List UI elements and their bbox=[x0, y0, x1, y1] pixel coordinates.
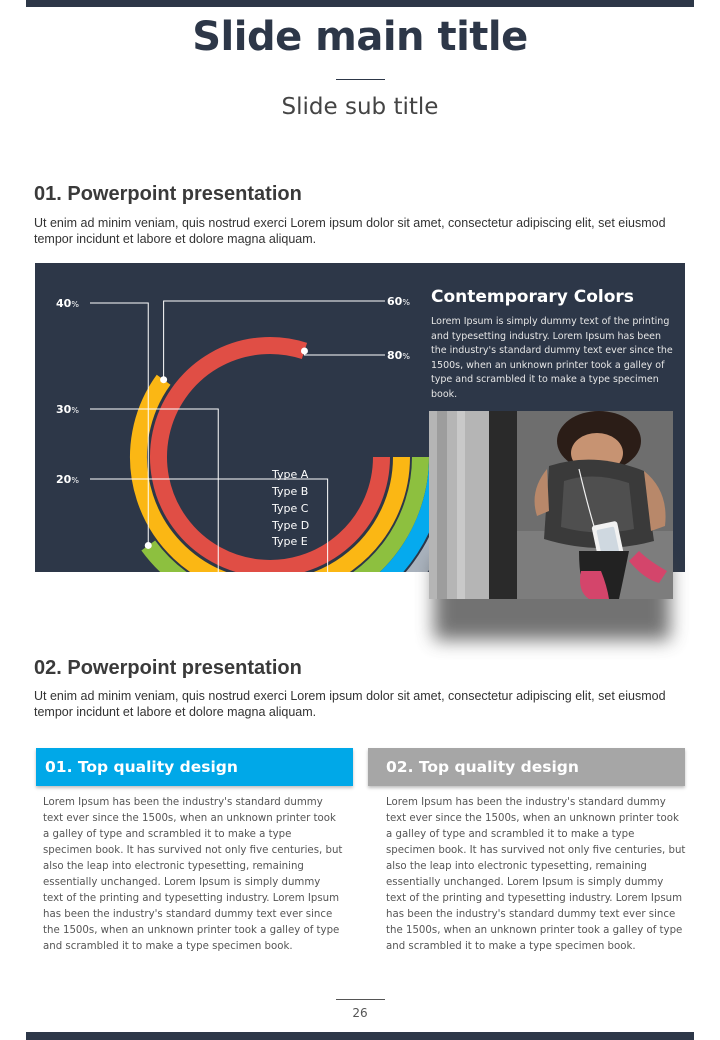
legend-type-a: Type A bbox=[272, 468, 309, 481]
legend-type-d: Type D bbox=[272, 519, 310, 532]
panel-title: Contemporary Colors bbox=[431, 287, 634, 307]
panel-text: Lorem Ipsum is simply dummy text of the printing and typesetting industry. Lorem Ipsum has been the industry's standard dummy text ever since the 1500s, when an unknown printer took a galley of type and scrambled it to make a type specimen book. bbox=[431, 316, 673, 400]
leader-line-0 bbox=[304, 351, 385, 355]
section-2-heading: 02. Powerpoint presentation bbox=[34, 657, 302, 679]
footer-divider bbox=[336, 999, 385, 1000]
section-1-text: Ut enim ad minim veniam, quis nostrud exerci Lorem ipsum dolor sit amet, consectetur adipiscing elit, set eiusmod tempor incidunt et labore et dolore magna aliquam. bbox=[34, 216, 666, 246]
feature-box-1-text: Lorem Ipsum has been the industry's standard dummy text ever since the 1500s, when an unknown printer took a galley of type and scrambled it to make a type specimen book. It has survived not only five centuries, but also the leap into electronic typesetting, remaining essentially unchanged. Lorem Ipsum is simply dummy text of the printing and typesetting industry. Lorem Ipsum has been the industry's standard dummy text ever since the 1500s, when an unknown printer took a galley of type and scrambled it to make a type specimen book. bbox=[43, 797, 343, 952]
label-pct-b: 60% bbox=[387, 295, 410, 308]
section-2-text: Ut enim ad minim veniam, quis nostrud exerci Lorem ipsum dolor sit amet, consectetur adipiscing elit, set eiusmod tempor incidunt et labore et dolore magna aliquam. bbox=[34, 689, 666, 719]
feature-box-2-title: 02. Top quality design bbox=[368, 748, 685, 786]
radial-bar-chart bbox=[35, 263, 430, 572]
page-subtitle: Slide sub title bbox=[281, 94, 439, 120]
page-title: Slide main title bbox=[192, 14, 528, 60]
runner-photo bbox=[429, 411, 673, 599]
legend-type-b: Type B bbox=[272, 485, 309, 498]
label-pct-a: 80% bbox=[387, 349, 410, 362]
label-pct-d: 30% bbox=[56, 403, 79, 416]
section-1-heading: 01. Powerpoint presentation bbox=[34, 183, 302, 205]
bottom-bar bbox=[26, 1032, 694, 1040]
top-bar bbox=[26, 0, 694, 7]
leader-dot-2 bbox=[145, 542, 152, 549]
title-divider bbox=[336, 79, 385, 80]
leader-dot-1 bbox=[160, 376, 167, 383]
leader-dot-0 bbox=[301, 347, 308, 354]
legend-type-e: Type E bbox=[272, 535, 308, 548]
label-pct-e: 20% bbox=[56, 473, 79, 486]
feature-box-2-text: Lorem Ipsum has been the industry's standard dummy text ever since the 1500s, when an unknown printer took a galley of type and scrambled it to make a type specimen book. It has survived not only five centuries, but also the leap into electronic typesetting, remaining essentially unchanged. Lorem Ipsum is simply dummy text of the printing and typesetting industry. Lorem Ipsum has been the industry's standard dummy text ever since the 1500s, when an unknown printer took a galley of type and scrambled it to make a type specimen book. bbox=[386, 797, 686, 952]
runner-photo-illustration bbox=[429, 411, 673, 599]
ring-type-a bbox=[159, 346, 382, 569]
label-pct-c: 40% bbox=[56, 297, 79, 310]
page-number: 26 bbox=[352, 1006, 368, 1020]
feature-box-1-title: 01. Top quality design bbox=[36, 748, 353, 786]
legend-type-c: Type C bbox=[272, 502, 309, 515]
